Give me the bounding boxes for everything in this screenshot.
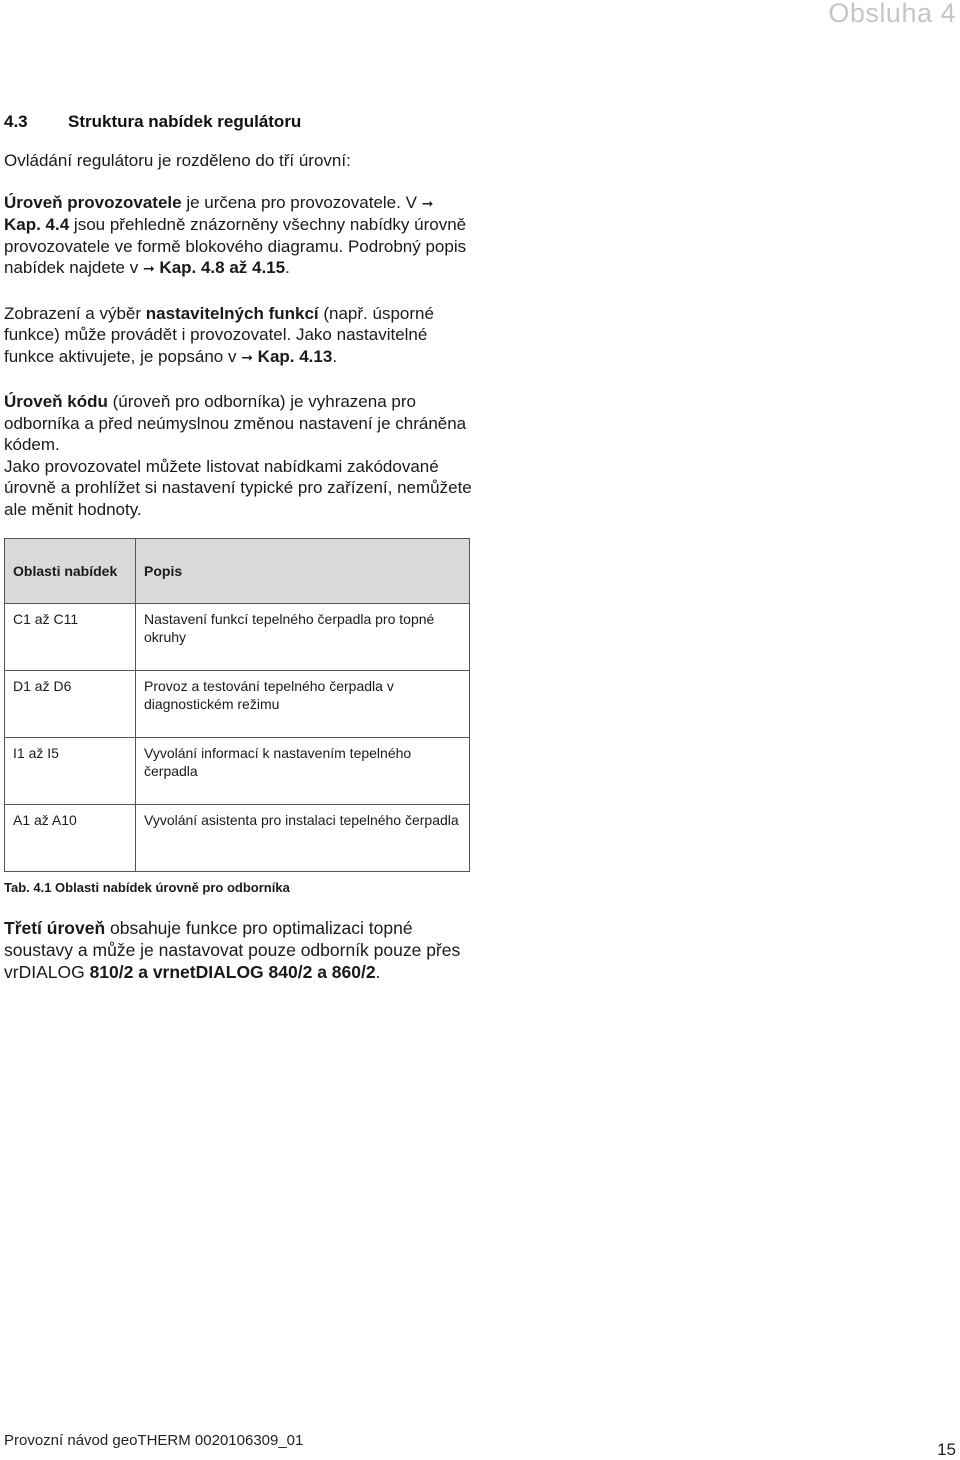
table-row xyxy=(5,805,470,872)
table-cell-area: D1 až D6 xyxy=(5,671,136,738)
browse-paragraph: Jako provozovatel můžete listovat nabídkami zakódované úrovně a prohlížet si nastavení typické pro zařízení, nemůžete ale měnit hodnoty. xyxy=(4,456,472,519)
code-level-term: Úroveň kódu xyxy=(4,392,108,411)
footer-document-title: Provozní návod geoTHERM 0020106309_01 xyxy=(4,1432,304,1449)
table-row xyxy=(5,604,470,671)
ref-link[interactable]: Kap. 4.13 xyxy=(252,346,333,366)
adjustable-functions-term: nastavitelných funkcí xyxy=(145,303,319,323)
table-cell-area: I1 až I5 xyxy=(5,738,136,805)
third-level-term: Třetí úroveň xyxy=(4,918,106,938)
page-number: 15 xyxy=(937,1440,956,1459)
ref-link[interactable]: Kap. 4.4 xyxy=(4,215,70,234)
chapter-header: Obsluha 4 xyxy=(828,0,956,28)
table-cell-desc: Vyvolání asistenta pro instalaci tepelného čerpadla xyxy=(136,805,470,872)
third-level-paragraph: Třetí úroveň obsahuje funkce pro optimalizaci topné soustavy a může je nastavovat pouze odborník pouze přes vrDIALOG 810/2 a vrnetDIALOG 840/2 a 860/2. xyxy=(4,918,461,982)
page-content xyxy=(4,112,474,983)
table-cell-area: C1 až C11 xyxy=(5,604,136,671)
table-caption: Tab. 4.1 Oblasti nabídek úrovně pro odborníka xyxy=(4,880,290,895)
device-models: 810/2 a vrnetDIALOG 840/2 a 860/2 xyxy=(89,962,376,982)
menu-areas-table xyxy=(4,538,470,872)
table-header-cell: Oblasti nabídek xyxy=(5,539,136,604)
operator-level-paragraph: Úroveň provozovatele je určena pro provozovatele. V ➞ Kap. 4.4 jsou přehledně znázorněny všechny nabídky úrovně provozovatele ve formě blokového diagramu. Podrobný popis nabídek najdete v ➞ Kap. 4.8 až 4.15. xyxy=(4,192,467,277)
section-heading xyxy=(4,112,474,132)
table-header-cell: Popis xyxy=(136,539,470,604)
arrow-icon: ➞ xyxy=(421,194,434,211)
table-cell-area: A1 až A10 xyxy=(5,805,136,872)
operator-level-term: Úroveň provozovatele xyxy=(4,192,182,212)
table-row xyxy=(5,738,470,805)
arrow-icon: ➞ xyxy=(241,348,253,365)
table-cell-desc: Nastavení funkcí tepelného čerpadla pro topné okruhy xyxy=(136,604,470,671)
code-level-paragraph: Úroveň kódu (úroveň pro odborníka) je vyhrazena pro odborníka a před neúmyslnou změnou nastavení je chráněna kódem. xyxy=(4,392,467,454)
section-number: 4.3 xyxy=(4,112,28,131)
table-row xyxy=(5,671,470,738)
table-header-row xyxy=(5,539,470,604)
intro-paragraph: Ovládání regulátoru je rozděleno do tří úrovní: xyxy=(4,151,351,170)
arrow-icon: ➞ xyxy=(142,260,155,276)
table-cell-desc: Provoz a testování tepelného čerpadla v diagnostickém režimu xyxy=(136,671,470,738)
ref-link[interactable]: Kap. 4.8 až 4.15 xyxy=(154,258,286,277)
section-title: Struktura nabídek regulátoru xyxy=(68,112,302,131)
table-cell-desc: Vyvolání informací k nastavením tepelného čerpadla xyxy=(136,738,470,805)
adjustable-functions-paragraph: Zobrazení a výběr nastavitelných funkcí (např. úsporné funkce) může provádět i provozovatel. Jako nastavitelné funkce aktivujete, je popsáno v ➞ Kap. 4.13. xyxy=(4,303,434,366)
